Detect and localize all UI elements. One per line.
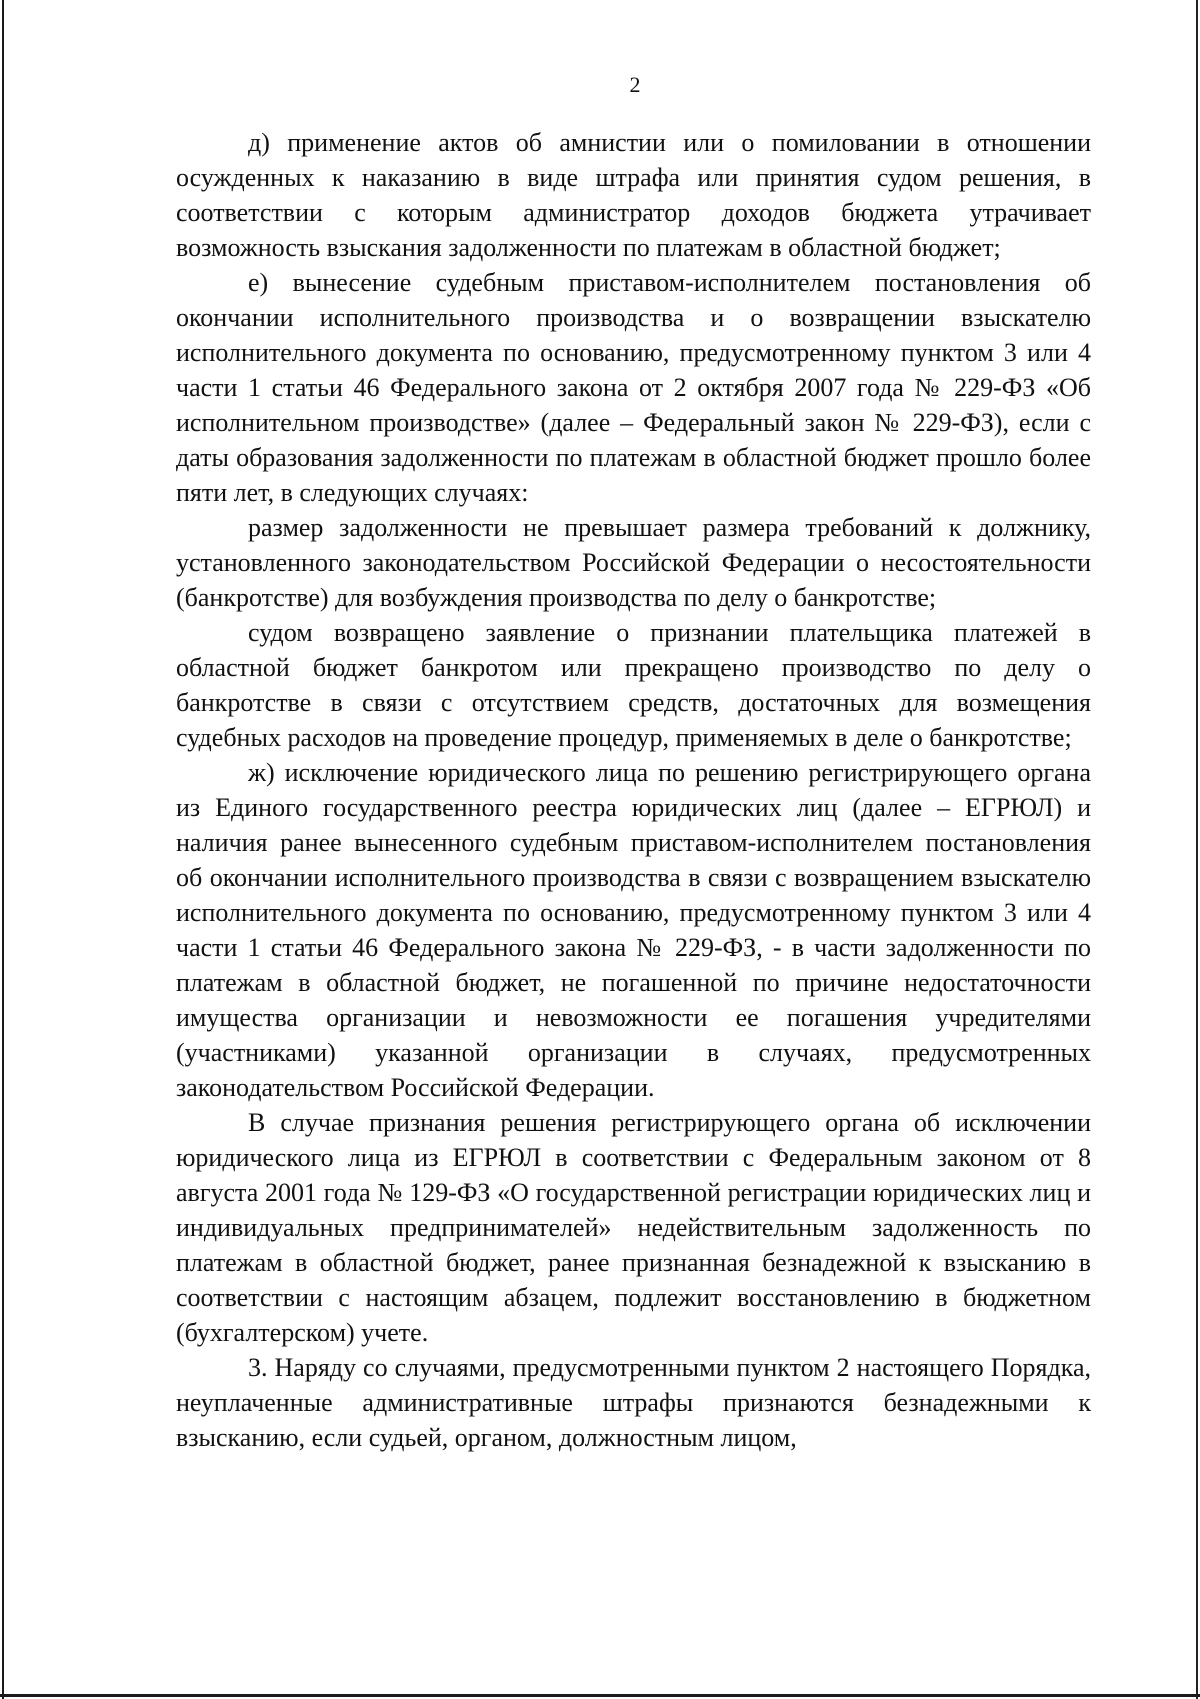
paragraph-d: д) применение актов об амнистии или о помиловании в отношении осужденных к наказанию в виде штрафа или принятия судом решения, в соответствии с которым администратор доходов бюджета утрачивает возможность взыскания задолженности по платежам в областной бюджет; — [176, 128, 1091, 262]
scan-bottom-edge — [0, 1694, 1200, 1697]
scan-left-edge — [2, 0, 4, 1699]
paragraph-zh: ж) исключение юридического лица по решению регистрирующего органа из Единого государственного реестра юридических лиц (далее – ЕГРЮЛ) и наличия ранее вынесенного судебным приставом-исполнителем постановления об окончании исполнительного производства в связи с возвращением взыскателю исполнительного документа по основанию, предусмотренному пунктом 3 или 4 части 1 статьи 46 Федерального закона № 229-ФЗ, - в части задолженности по платежам в областной бюджет, не погашенной по причине недостаточности имущества организации и невозможности ее погашения учредителями (участниками) указанной организации в случаях, предусмотренных законодательством Российской Федерации. — [176, 758, 1091, 1102]
paragraph-debt-size: размер задолженности не превышает размера требований к должнику, установленного законодательством Российской Федерации о несостоятельности (банкротстве) для возбуждения производства по делу о банкротстве; — [176, 513, 1091, 612]
page-number: 2 — [629, 72, 641, 97]
document-body — [176, 125, 1091, 1455]
paragraph-egrul-invalid: В случае признания решения регистрирующего органа об исключении юридического лица из ЕГРЮЛ в соответствии с Федеральным законом от 8 августа 2001 года № 129-ФЗ «О государственной регистрации юридических лиц и индивидуальных предпринимателей» недействительным задолженность по платежам в областной бюджет, ранее признанная безнадежной к взысканию в соответствии с настоящим абзацем, подлежит восстановлению в бюджетном (бухгалтерском) учете. — [176, 1108, 1091, 1347]
paragraph-3: 3. Наряду со случаями, предусмотренными пунктом 2 настоящего Порядка, неуплаченные административные штрафы признаются безнадежными к взысканию, если судьей, органом, должностным лицом, — [176, 1353, 1091, 1452]
paragraph-court-returned: судом возвращено заявление о признании плательщика платежей в областной бюджет банкротом или прекращено производство по делу о банкротстве в связи с отсутствием средств, достаточных для возмещения судебных расходов на проведение процедур, применяемых в деле о банкротстве; — [176, 618, 1091, 752]
paragraph-e: е) вынесение судебным приставом-исполнителем постановления об окончании исполнительного производства и о возвращении взыскателю исполнительного документа по основанию, предусмотренному пунктом 3 или 4 части 1 статьи 46 Федерального закона от 2 октября 2007 года № 229-ФЗ «Об исполнительном производстве» (далее – Федеральный закон № 229-ФЗ), если с даты образования задолженности по платежам в областной бюджет прошло более пяти лет, в следующих случаях: — [176, 268, 1091, 507]
scan-right-edge — [1196, 0, 1198, 1699]
